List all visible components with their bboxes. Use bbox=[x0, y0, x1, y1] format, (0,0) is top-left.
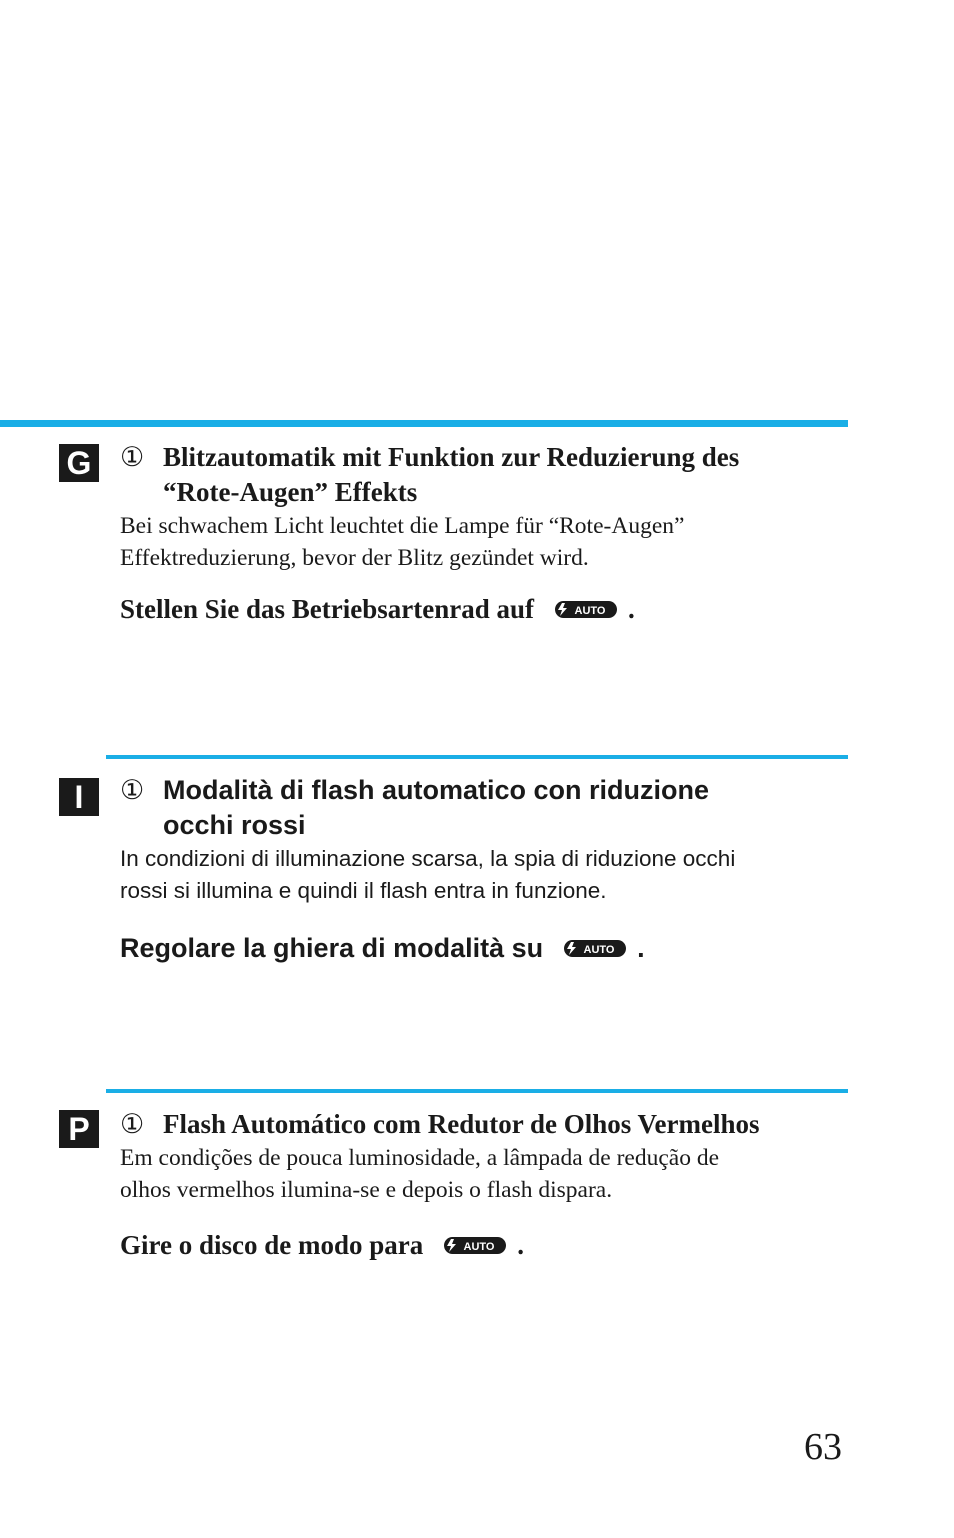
body-line-2: Effektreduzierung, bevor der Blitz gezündet wird. bbox=[120, 545, 589, 571]
section-heading bbox=[120, 440, 850, 510]
instruction bbox=[120, 592, 850, 626]
instruction-period: . bbox=[627, 594, 635, 624]
section-german bbox=[120, 440, 850, 626]
circled-number-one: ① bbox=[120, 775, 145, 805]
instruction-text: Gire o disco de modo para bbox=[120, 1230, 424, 1260]
svg-text:AUTO: AUTO bbox=[583, 943, 615, 956]
heading-line-2: occhi rossi bbox=[163, 810, 306, 840]
heading-line-1: Blitzautomatik mit Funktion zur Reduzierung des bbox=[163, 442, 740, 472]
instruction-text: Regolare la ghiera di modalità su bbox=[120, 933, 544, 963]
heading-line-1: Modalità di flash automatico con riduzione bbox=[163, 775, 710, 805]
instruction bbox=[120, 931, 850, 965]
body-line-1: Bei schwachem Licht leuchtet die Lampe für “Rote-Augen” bbox=[120, 513, 685, 539]
flash-auto-mode-icon bbox=[563, 939, 627, 958]
flash-auto-mode-icon bbox=[554, 600, 618, 619]
instruction-period: . bbox=[517, 1230, 524, 1260]
section-portuguese bbox=[120, 1107, 850, 1262]
svg-text:AUTO: AUTO bbox=[574, 604, 606, 617]
section-divider-italian bbox=[106, 755, 848, 759]
section-body bbox=[120, 510, 850, 574]
language-badge-german: G bbox=[59, 444, 99, 482]
section-italian bbox=[120, 773, 850, 965]
language-badge-portuguese: P bbox=[59, 1110, 99, 1148]
instruction-text: Stellen Sie das Betriebsartenrad auf bbox=[120, 594, 534, 624]
section-divider-german bbox=[0, 420, 848, 427]
body-line-1: Em condições de pouca luminosidade, a lâmpada de redução de bbox=[120, 1145, 720, 1171]
section-body bbox=[120, 843, 850, 907]
heading-line-1: Flash Automático com Redutor de Olhos Vermelhos bbox=[163, 1109, 760, 1139]
instruction-period: . bbox=[637, 933, 645, 963]
svg-text:AUTO: AUTO bbox=[463, 1240, 495, 1253]
body-line-2: rossi si illumina e quindi il flash entra in funzione. bbox=[120, 878, 607, 903]
section-divider-portuguese bbox=[106, 1089, 848, 1093]
circled-number-one: ① bbox=[120, 1109, 145, 1139]
body-line-1: In condizioni di illuminazione scarsa, la spia di riduzione occhi bbox=[120, 846, 736, 871]
instruction bbox=[120, 1228, 850, 1262]
section-heading bbox=[120, 773, 850, 843]
section-body bbox=[120, 1142, 850, 1206]
page-number: 63 bbox=[804, 1426, 842, 1468]
section-heading bbox=[120, 1107, 850, 1142]
language-badge-italian: I bbox=[59, 778, 99, 816]
heading-line-2: “Rote-Augen” Effekts bbox=[163, 477, 418, 507]
body-line-2: olhos vermelhos ilumina-se e depois o flash dispara. bbox=[120, 1177, 613, 1203]
flash-auto-mode-icon bbox=[443, 1236, 507, 1255]
circled-number-one: ① bbox=[120, 442, 145, 472]
